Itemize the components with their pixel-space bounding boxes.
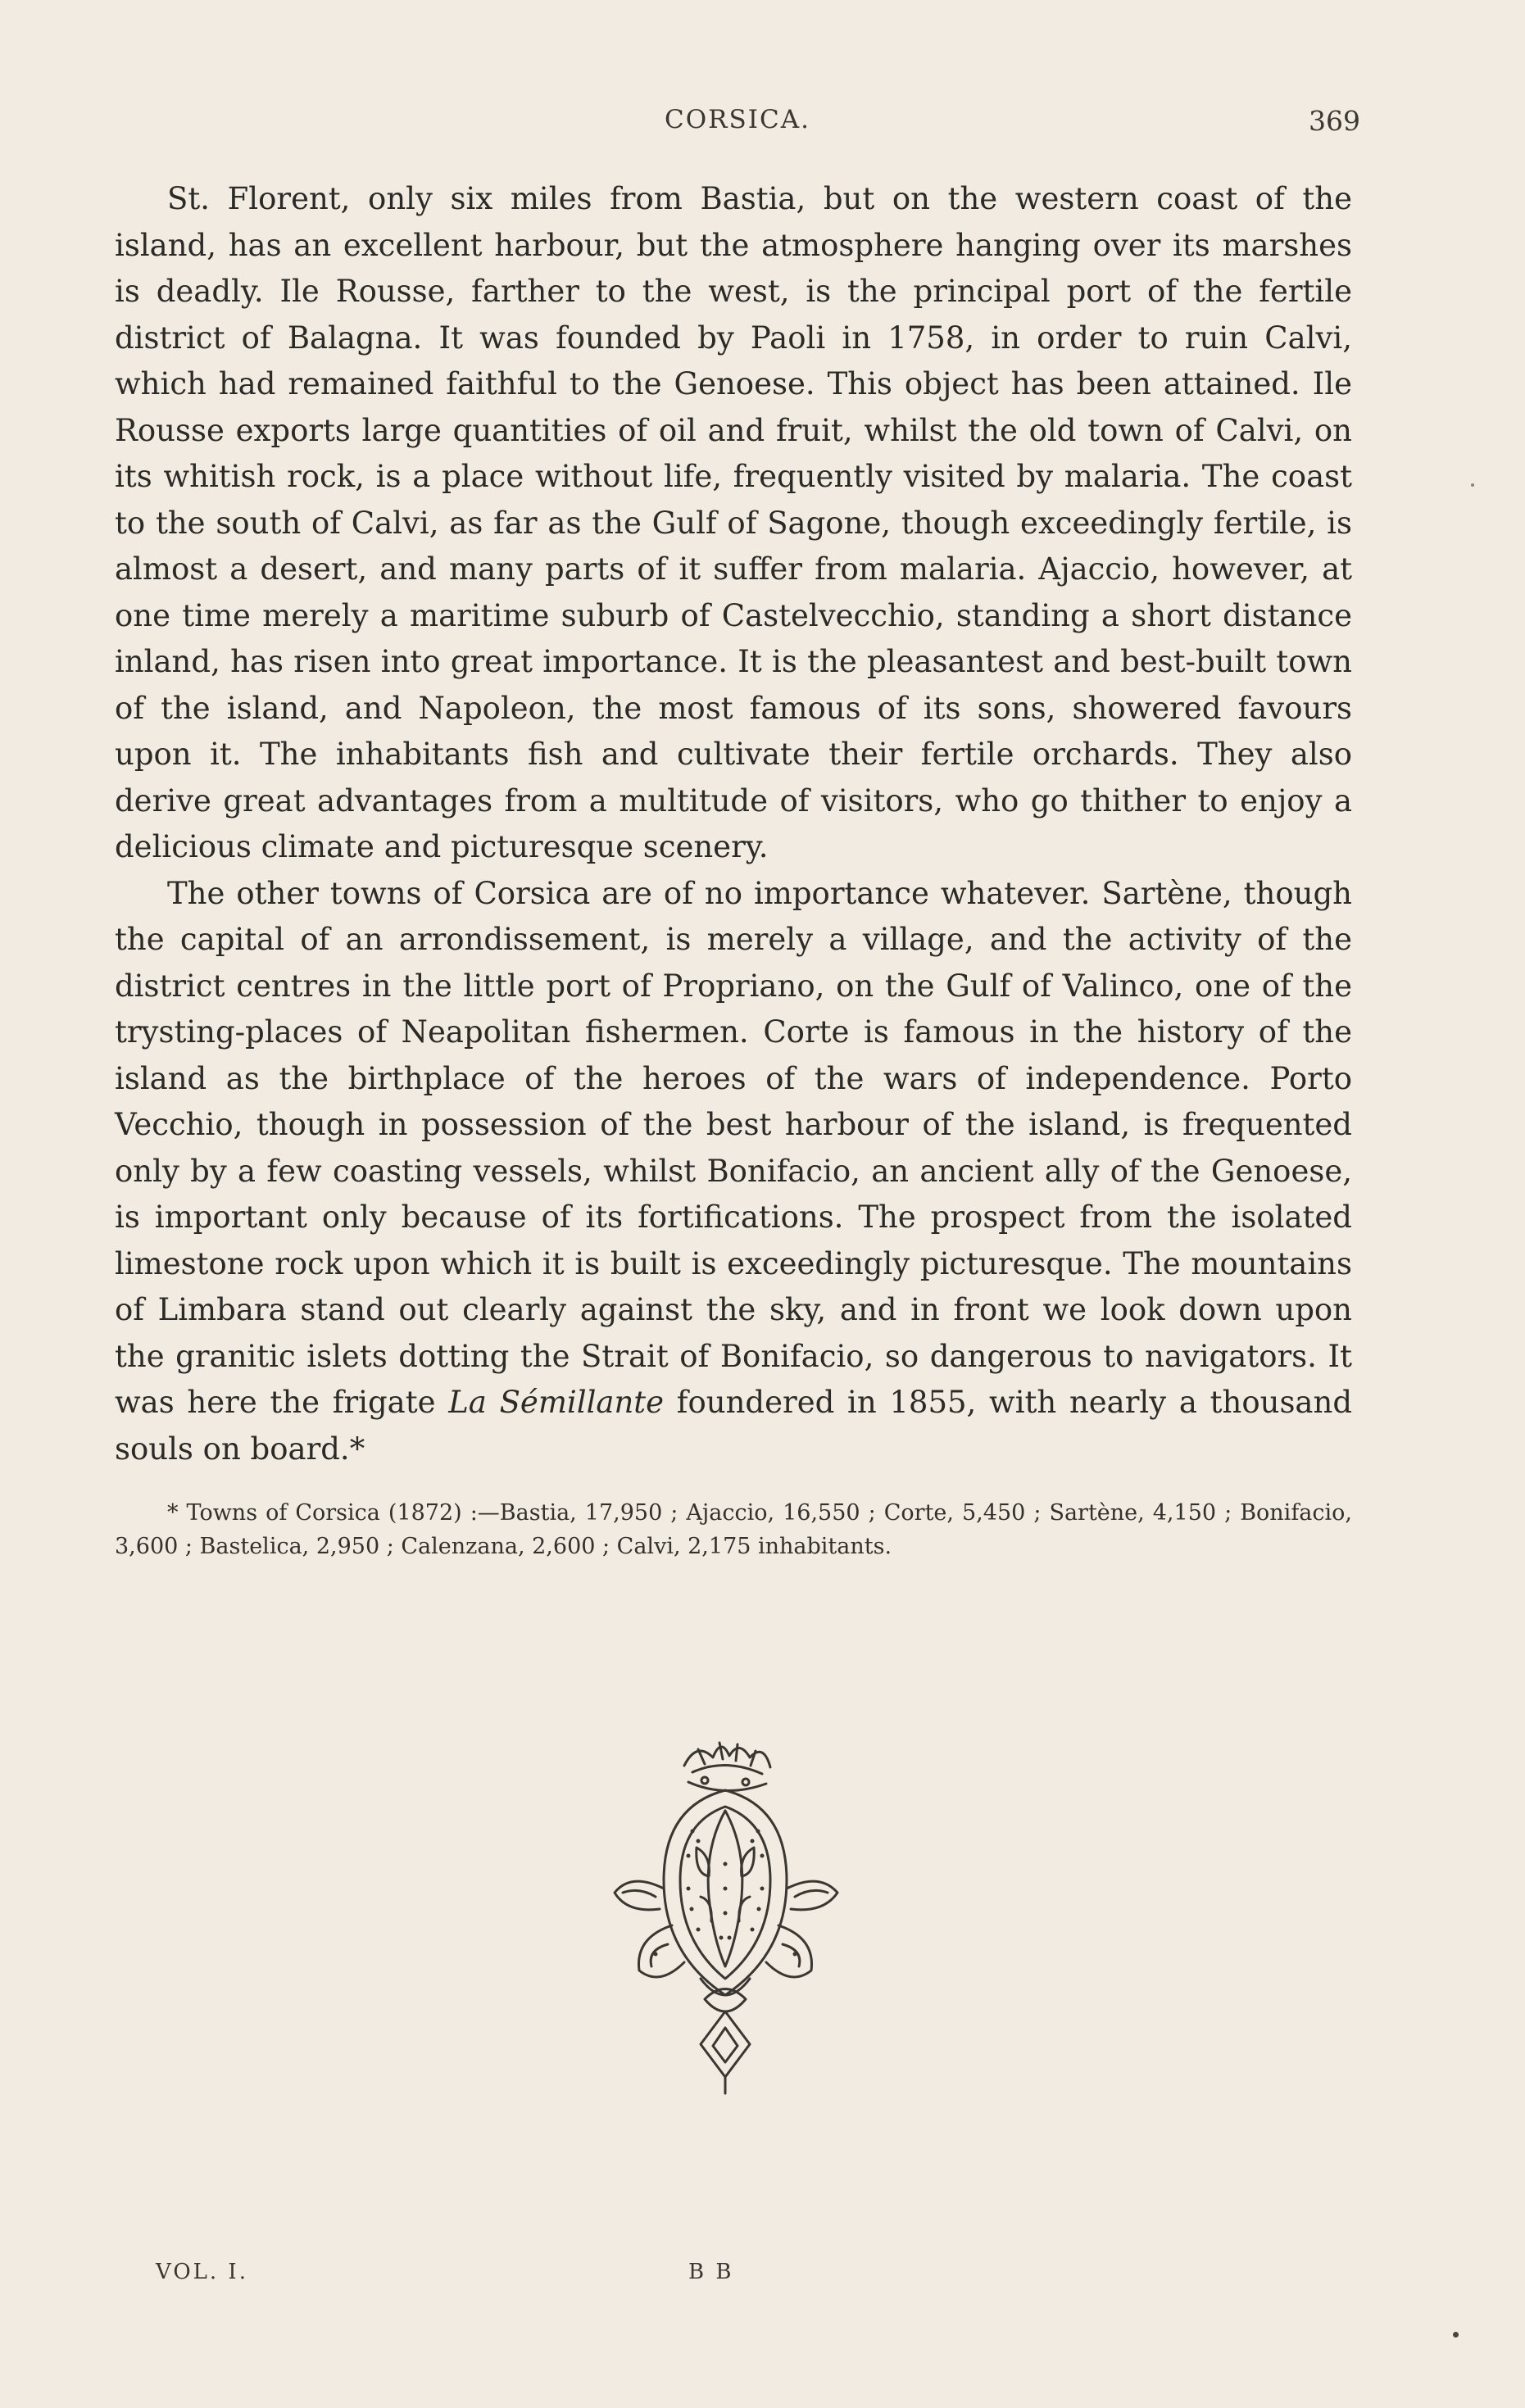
body-text — [115, 176, 1352, 1472]
paper-speck — [1471, 483, 1474, 487]
fleuron-ornament-icon — [606, 1733, 844, 2102]
paragraph — [115, 871, 1352, 1473]
paper-speck — [1453, 2332, 1459, 2338]
volume-mark: VOL. I. — [156, 2260, 248, 2284]
running-head — [115, 105, 1360, 146]
signature-line — [156, 2260, 975, 2292]
paragraph-text: The other towns of Corsica are of no importance whatever. Sartène, though the capital of an arrondissement, is merely a village, and the activity of the district centres in the little port of Propriano, on the Gulf of Valinco, one of the trysting-places of Neapolitan fishermen. Corte is famous in the history of the island as the birthplace of the heroes of the wars of independence. Porto Vecchio, though in possession of the best harbour of the island, is frequented only by a few coasting vessels, whilst Bonifacio, an ancient ally of the Genoese, is important only because of its fortifications. The prospect from the isolated limestone rock upon which it is built is exceedingly picturesque. The mountains of Limbara stand out clearly against the sky, and in front we look down upon the granitic islets dotting the Strait of Bonifacio, so dangerous to navigators. It was here the frigate — [115, 875, 1352, 1420]
running-title: CORSICA. — [665, 105, 810, 134]
paragraph-text: foundered in 1855, with nearly a thousand souls on board.* — [115, 1385, 1353, 1467]
signature-mark: B B — [688, 2260, 734, 2284]
page-number: 369 — [1309, 105, 1360, 137]
footnote: * Towns of Corsica (1872) :—Bastia, 17,950 ; Ajaccio, 16,550 ; Corte, 5,450 ; Sartène, 4,150 ; Bonifacio, 3,600 ; Bastelica, 2,950 ; Calenzana, 2,600 ; Calvi, 2,175 inhabitants. — [115, 1500, 1352, 1559]
ship-name: La Sémillante — [448, 1385, 665, 1420]
paragraph: St. Florent, only six miles from Bastia, but on the western coast of the island, has an excellent harbour, but the atmosphere hanging over its marshes is deadly. Ile Rousse, farther to the west, is the principal port of the fertile district of Balagna. It was founded by Paoli in 1758, in order to ruin Calvi, which had remained faithful to the Genoese. This object has been attained. Ile Rousse exports large quantities of oil and fruit, whilst the old town of Calvi, on its whitish rock, is a place without life, frequently visited by malaria. The coast to the south of Calvi, as far as the Gulf of Sagone, though exceedingly fertile, is almost a desert, and many parts of it suffer from malaria. Ajaccio, however, at one time merely a maritime suburb of Castelvecchio, standing a short distance inland, has risen into great importance. It is the pleasantest and best-built town of the island, and Napoleon, the most famous of its sons, showered favours upon it. The inhabitants fish and cultivate their fertile orchards. They also derive great advantages from a multitude of visitors, who go thither to enjoy a delicious climate and picturesque scenery. — [115, 181, 1352, 864]
